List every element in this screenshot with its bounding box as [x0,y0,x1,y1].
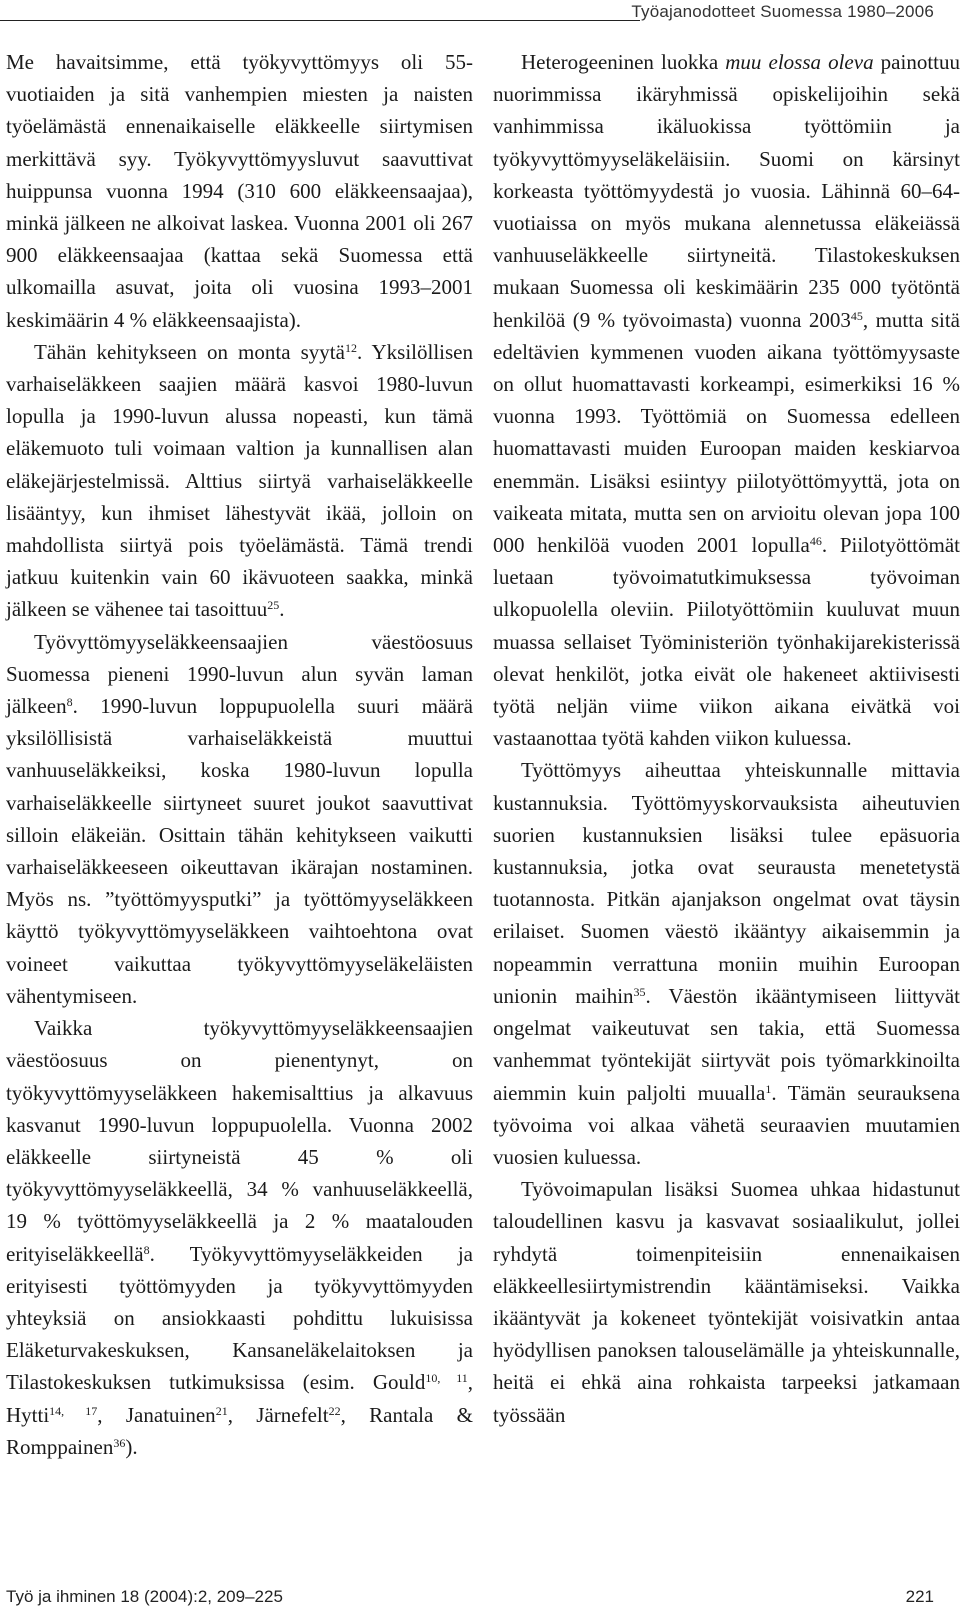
paragraph [6,46,473,336]
paragraph-text: , Janatuinen [97,1402,216,1427]
paragraph-text: , Hytti [6,1370,473,1427]
reference-number: 8 [66,695,73,710]
reference-number: 14, 17 [49,1403,98,1418]
reference-number: 21 [215,1403,228,1418]
right-column [493,46,960,1431]
paragraph [493,1173,960,1431]
paragraph [493,754,960,1173]
paragraph [493,46,960,754]
running-header-title: Työajanodotteet Suomessa 1980–2006 [631,2,934,21]
paragraph-text: , Rantala & Romppainen [6,1402,473,1459]
paragraph-text: . 1990-luvun loppupuolella suuri määrä yksilöllisistä varhaiseläkkeistä muuttui vanhuuseläkkeiksi, koska 1980-luvun lopulla varhaiseläkkeelle siirtyneet suuret joukot saavuttivat silloin eläkeiän. Osittain tähän kehitykseen vaikutti varhaiseläkkeeseen oikeuttavan ikärajan nostaminen. Myös ns. ”työttömyysputki” ja työttömyyseläkkeen käyttö työkyvyttömyyseläkkeen vaihtoehtona ovat voineet vaikuttaa työkyvyttömyyseläkeläisten vähentymiseen. [6,694,473,1008]
paragraph [6,336,473,626]
paragraph-text: . Piilotyöttömät luetaan työvoimatutkimuksessa työvoiman ulkopuolella oleviin. Piilotyöttömiin kuuluvat muun muassa sellaiset Työministeriön työnhakijarekisterissä olevat henkilöt, jotka eivät ole hakeneet aktiivisesti työtä neljän viime viikon aikana eivätkä voi vastaanottaa työtä kahden viikon kuluessa. [493,533,960,751]
paragraph-text: ). [125,1434,138,1459]
reference-number: 12 [344,340,357,355]
footer-journal-citation: Työ ja ihminen 18 (2004):2, 209–225 [6,1587,283,1606]
paragraph-text: . Työkyvyttömyyseläkkeiden ja erityisesti työttömyyden ja työkyvyttömyyden yhteyksiä on ansiokkaasti pohdittu lukuisissa Eläketurvakeskuksen, Kansaneläkelaitoksen ja Tilastokeskuksen tutkimuksissa (esim. Gould [6,1241,473,1395]
paragraph-text: Työvyttömyyseläkkeensaajien väestöosuus Suomessa pieneni 1990-luvun alun syvän laman jälkeen [6,629,473,719]
paragraph-text: Heterogeeninen luokka [521,50,726,74]
reference-number: 46 [809,534,822,549]
paragraph-text: Tähän kehitykseen on monta syytä [34,339,345,364]
header-rule [0,20,640,21]
italic-term: muu elossa oleva [725,50,874,74]
paragraph-text: painottuu nuorimmissa ikäryhmissä opiskelijoihin sekä vanhimmissa ikäluokissa työttömiin ja työkyvyttömyyseläkeläisiin. Suomi on kärsinyt korkeasta työttömyydestä jo vuosia. Lähinnä 60–64-vuotiaissa on myös mukana alennetussa eläkeiässä vanhuuseläkkeelle siirtyneitä. Tilastokeskuksen mukaan Suomessa oli keskimäärin 235 000 työtöntä henkilöä (9 % työvoimasta) vuonna 2003 [493,50,960,332]
reference-number: 35 [633,984,646,999]
paragraph-text: Työvoimapulan lisäksi Suomea uhkaa hidastunut taloudellinen kasvu ja kasvavat sosiaalikulut, jollei ryhdytä toimenpiteisiin ennenaikaisen eläkkeellesiirtymistrendin kääntämiseksi. Vaikka ikääntyvät ja kokeneet työntekijät voisivatkin antaa hyödyllisen panoksen talouselämälle ja yhteiskunnalle, heitä ei ehkä aina rohkaista tarpeeksi jatkamaan työssään [493,1177,960,1427]
reference-number: 36 [113,1435,126,1450]
paragraph-text: . [279,597,285,622]
paragraph-text: , mutta sitä edeltävien kymmenen vuoden aikana työttömyysaste on ollut huomattavasti korkeampi, esimerkiksi 16 % vuonna 1993. Työttömiä on Suomessa edelleen huomattavasti muiden Euroopan maiden keskiarvoa enemmän. Lisäksi esiintyy piilotyöttömyyttä, jota on vaikeata mitata, mutta sen on arvioitu olevan jopa 100 000 henkilöä vuoden 2001 lopulla [493,307,960,558]
paragraph-text: , Järnefelt [227,1402,329,1427]
reference-number: 45 [850,308,863,323]
reference-number: 22 [328,1403,341,1418]
reference-number: 10, 11 [425,1371,468,1386]
paragraph-text: . Väestön ikääntymiseen liittyvät ongelmat vaikeutuvat sen takia, että Suomessa vanhemmat työntekijät siirtyvät pois työmarkkinoilta aiemmin kuin paljolti muualla [493,983,960,1105]
left-column [6,46,473,1463]
paragraph [6,1012,473,1463]
paragraph [6,626,473,1012]
reference-number: 1 [765,1081,772,1096]
paragraph-text: . Yksilöllisen varhaiseläkkeen saajien määrä kasvoi 1980-luvun lopulla ja 1990-luvun alussa nopeasti, kun tämä eläkemuoto tuli voimaan valtion ja kunnallisen alan eläkejärjestelmissä. Alttius siirtyä varhaiseläkkeelle lisääntyy, kun ihmiset lähestyvät ikää, jolloin on mahdollista siirtyä pois työelämästä. Tämä trendi jatkuu kuitenkin vain 60 ikävuoteen saakka, minkä jälkeen se vähenee tai tasoittuu [6,339,473,622]
paragraph-text: Vaikka työkyvyttömyyseläkkeensaajien väestöosuus on pienentynyt, on työkyvyttömyyseläkkeen hakemisalttius ja alkavuus kasvanut 1990-luvun loppupuolella. Vuonna 2002 eläkkeelle siirtyneistä 45 % oli työkyvyttömyyseläkkeellä, 34 % vanhuuseläkkeellä, 19 % työttömyyseläkkeellä ja 2 % maatalouden erityiseläkkeellä [6,1016,473,1266]
paragraph-text: Me havaitsimme, että työkyvyttömyys oli 55-vuotiaiden ja sitä vanhempien miesten ja naisten työelämästä ennenaikaiselle eläkkeelle siirtymisen merkittävä syy. Työkyvyttömyysluvut saavuttivat huippunsa vuonna 1994 (310 600 eläkkeensaajaa), minkä jälkeen ne alkoivat laskea. Vuonna 2001 oli 267 900 eläkkeensaajaa (kattaa sekä Suomessa että ulkomailla asuvat, joita oli vuosina 1993–2001 keskimäärin 4 % eläkkeensaajista). [6,50,473,332]
reference-number: 25 [267,598,280,613]
paragraph-text: Työttömyys aiheuttaa yhteiskunnalle mittavia kustannuksia. Työttömyyskorvauksista aiheutuvien suorien kustannuksien lisäksi tulee epäsuoria kustannuksia, jotka ovat seurausta menetetystä tuotannosta. Pitkän ajanjakson ongelmat ovat täysin erilaiset. Suomen väestö ikääntyy aikaisemmin ja nopeammin verrattuna moniin muihin Euroopan unionin maihin [493,758,960,1008]
footer-page-number: 221 [905,1587,934,1606]
reference-number: 8 [143,1242,150,1257]
paragraph-text: . Tämän seurauksena työvoima voi alkaa vähetä seuraavien muutamien vuosien kuluessa. [493,1080,960,1169]
